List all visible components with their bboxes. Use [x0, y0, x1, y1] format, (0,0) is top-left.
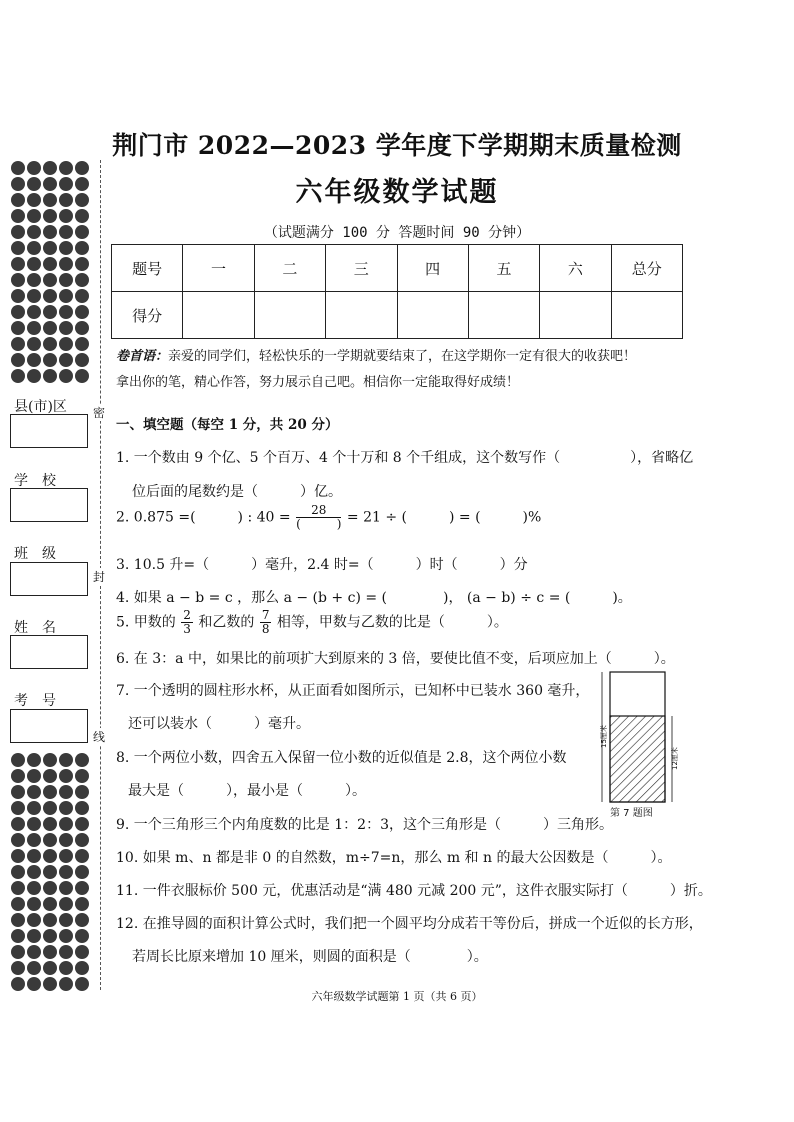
decorative-dot [11, 305, 25, 319]
fraction-denominator: 3 [183, 622, 191, 636]
question-7-line-1: 7. 一个透明的圆柱形水杯，从正面看如图所示，已知杯中已装水 360 毫升， [116, 683, 590, 699]
preface-lead: 卷首语： [116, 349, 169, 364]
exam-subtitle: 六年级数学试题 [295, 177, 499, 208]
decorative-dot [75, 209, 89, 223]
field-label-school: 学 校 [14, 473, 56, 489]
figure-caption: 第 7 题图 [610, 808, 653, 819]
section-heading: 一、填空题（每空 1 分，共 20 分） [116, 417, 339, 433]
decorative-dot [43, 785, 57, 799]
decorative-dot [59, 369, 73, 383]
row-header-score: 得分 [112, 292, 183, 339]
decorative-dot [11, 929, 25, 943]
decorative-dot [11, 257, 25, 271]
decorative-dot [75, 945, 89, 959]
decorative-dot [59, 753, 73, 767]
decorative-dot [27, 801, 41, 815]
seal-char-feng: 封 [93, 570, 106, 584]
question-10: 10. 如果 m、n 都是非 0 的自然数，m÷7=n，那么 m 和 n 的最大公因数是（ ）。 [116, 850, 672, 866]
cup-figure [598, 670, 680, 820]
table-row [112, 292, 683, 339]
row-header-question-number: 题号 [112, 245, 183, 292]
question-5-middle: 和乙数的 [198, 614, 255, 631]
question-8-line-2: 最大是（ ），最小是（ ）。 [128, 783, 366, 799]
decorative-dot [27, 353, 41, 367]
decorative-dot [11, 865, 25, 879]
decorative-dot [43, 769, 57, 783]
exam-info: （试题满分 100 分 答题时间 90 分钟） [263, 225, 531, 241]
decorative-dot [59, 273, 73, 287]
decorative-dot [75, 817, 89, 831]
decorative-dot [59, 801, 73, 815]
column-header: 总分 [611, 245, 682, 292]
decorative-dot [43, 273, 57, 287]
decorative-dots-bottom [10, 752, 90, 992]
decorative-dot [43, 753, 57, 767]
decorative-dot [27, 849, 41, 863]
question-4: 4. 如果 a − b = c ，那么 a − (b + c) = ( )， (a − b) ÷ c = ( )。 [116, 590, 632, 606]
question-2-start: 2. 0.875 =( ) : 40 = [116, 509, 291, 526]
decorative-dot [43, 209, 57, 223]
county-field[interactable] [10, 414, 88, 448]
decorative-dot [75, 913, 89, 927]
decorative-dot [27, 305, 41, 319]
score-cell[interactable] [540, 292, 611, 339]
score-cell[interactable] [397, 292, 468, 339]
column-header: 四 [397, 245, 468, 292]
decorative-dot [75, 305, 89, 319]
decorative-dot [75, 369, 89, 383]
field-label-class: 班 级 [14, 546, 56, 562]
table-row [112, 245, 683, 292]
decorative-dot [59, 337, 73, 351]
decorative-dot [11, 289, 25, 303]
decorative-dot [11, 241, 25, 255]
fraction [296, 504, 341, 531]
decorative-dot [59, 817, 73, 831]
page-footer: 六年级数学试题第 1 页（共 6 页） [311, 990, 483, 1003]
decorative-dot [43, 913, 57, 927]
decorative-dot [27, 929, 41, 943]
score-cell[interactable] [326, 292, 397, 339]
decorative-dot [75, 865, 89, 879]
fraction [181, 609, 193, 636]
question-2 [116, 504, 541, 531]
decorative-dot [27, 289, 41, 303]
decorative-dot [27, 833, 41, 847]
decorative-dot [59, 865, 73, 879]
fraction-numerator: 7 [261, 608, 270, 622]
decorative-dot [75, 257, 89, 271]
preface [116, 344, 686, 396]
decorative-dot [11, 849, 25, 863]
question-7-line-2: 还可以装水（ ）毫升。 [128, 716, 310, 732]
decorative-dot [59, 881, 73, 895]
question-1-line-1: 1. 一个数由 9 个亿、5 个百万、4 个十万和 8 个千组成，这个数写作（ ），省略亿 [116, 450, 694, 466]
decorative-dot [27, 257, 41, 271]
inner-dimension-label: 12厘米 [671, 747, 679, 770]
decorative-dot [59, 257, 73, 271]
decorative-dot [43, 369, 57, 383]
decorative-dot [43, 305, 57, 319]
decorative-dot [11, 945, 25, 959]
decorative-dot [27, 785, 41, 799]
decorative-dot [43, 241, 57, 255]
decorative-dot [11, 321, 25, 335]
decorative-dot [75, 241, 89, 255]
decorative-dot [43, 945, 57, 959]
fraction-numerator: 28 [296, 504, 341, 518]
column-header: 五 [468, 245, 539, 292]
field-label-exam-number: 考 号 [14, 693, 56, 709]
fraction-denominator: ( ) [296, 517, 342, 531]
decorative-dot [43, 881, 57, 895]
class-field[interactable] [10, 562, 88, 596]
decorative-dot [11, 897, 25, 911]
question-8-line-1: 8. 一个两位小数，四舍五入保留一位小数的近似值是 2.8，这个两位小数 [116, 750, 567, 766]
fraction [260, 609, 272, 636]
decorative-dot [43, 833, 57, 847]
score-table [111, 244, 683, 339]
question-11: 11. 一件衣服标价 500 元，优惠活动是“满 480 元减 200 元”，这件衣服实际打（ ）折。 [116, 883, 712, 899]
question-12-line-1: 12. 在推导圆的面积计算公式时，我们把一个圆平均分成若干等份后，拼成一个近似的长方形， [116, 916, 703, 932]
decorative-dot [27, 961, 41, 975]
decorative-dot [43, 865, 57, 879]
decorative-dot [11, 961, 25, 975]
decorative-dot [27, 769, 41, 783]
decorative-dot [59, 785, 73, 799]
decorative-dot [43, 897, 57, 911]
decorative-dot [59, 321, 73, 335]
decorative-dot [27, 913, 41, 927]
decorative-dot [27, 817, 41, 831]
decorative-dot [75, 785, 89, 799]
decorative-dot [75, 337, 89, 351]
column-header: 一 [183, 245, 254, 292]
decorative-dot [43, 289, 57, 303]
exam-title: 荆门市 2022—2023 学年度下学期期末质量检测 [112, 131, 682, 160]
decorative-dot [43, 257, 57, 271]
decorative-dot [11, 209, 25, 223]
exam-number-field[interactable] [10, 709, 88, 743]
question-5 [116, 609, 508, 636]
decorative-dot [75, 849, 89, 863]
decorative-dot [27, 865, 41, 879]
seal-char-xian: 线 [93, 730, 106, 744]
decorative-dot [75, 289, 89, 303]
decorative-dot [59, 897, 73, 911]
water-fill [610, 716, 665, 802]
decorative-dot [75, 769, 89, 783]
cup-diagram [598, 670, 680, 820]
decorative-dot [59, 929, 73, 943]
decorative-dot [75, 833, 89, 847]
decorative-dot [27, 273, 41, 287]
decorative-dot [59, 849, 73, 863]
decorative-dot [43, 961, 57, 975]
question-6: 6. 在 3：a 中，如果比的前项扩大到原来的 3 倍，要使比值不变，后项应加上（ ）。 [116, 651, 675, 667]
score-cell[interactable] [468, 292, 539, 339]
decorative-dot [11, 817, 25, 831]
decorative-dot [59, 961, 73, 975]
decorative-dot [11, 369, 25, 383]
decorative-dot [27, 753, 41, 767]
decorative-dot [11, 753, 25, 767]
decorative-dot [27, 337, 41, 351]
decorative-dot [43, 801, 57, 815]
seal-char-mi: 密 [93, 406, 106, 420]
decorative-dot [43, 353, 57, 367]
outer-dimension-label: 15厘米 [600, 725, 608, 748]
decorative-dot [75, 801, 89, 815]
decorative-dot [43, 817, 57, 831]
decorative-dot [43, 929, 57, 943]
decorative-dot [75, 353, 89, 367]
decorative-dot [75, 273, 89, 287]
decorative-dot [11, 353, 25, 367]
decorative-dot [59, 769, 73, 783]
decorative-dot [27, 241, 41, 255]
decorative-dot [75, 753, 89, 767]
decorative-dot [59, 289, 73, 303]
decorative-dot [43, 849, 57, 863]
decorative-dot [59, 241, 73, 255]
decorative-dot [11, 785, 25, 799]
column-header: 三 [326, 245, 397, 292]
fraction-denominator: 8 [261, 622, 270, 636]
decorative-dot [59, 945, 73, 959]
question-12-line-2: 若周长比原来增加 10 厘米，则圆的面积是（ ）。 [132, 949, 488, 965]
decorative-dot [75, 897, 89, 911]
score-cell[interactable] [183, 292, 254, 339]
decorative-dot [27, 321, 41, 335]
decorative-dot [75, 881, 89, 895]
preface-line-1: 亲爱的同学们，轻松快乐的一学期就要结束了，在这学期你一定有很大的收获吧！ [168, 349, 637, 364]
decorative-dot [11, 769, 25, 783]
question-5-start: 5. 甲数的 [116, 614, 176, 631]
field-label-name: 姓 名 [14, 620, 56, 636]
question-1-line-2: 位后面的尾数约是（ ）亿。 [132, 484, 342, 500]
question-2-end: = 21 ÷ ( ) = ( )% [346, 509, 542, 526]
question-5-end: 相等，甲数与乙数的比是（ ）。 [276, 614, 508, 631]
decorative-dot [43, 321, 57, 335]
decorative-dot [11, 881, 25, 895]
column-header: 二 [254, 245, 325, 292]
decorative-dot [75, 929, 89, 943]
decorative-dot [27, 897, 41, 911]
decorative-dot [27, 209, 41, 223]
decorative-dot [59, 305, 73, 319]
decorative-dot [59, 913, 73, 927]
school-field[interactable] [10, 488, 88, 522]
decorative-dot [75, 321, 89, 335]
decorative-dot [27, 881, 41, 895]
decorative-dot [11, 833, 25, 847]
decorative-dot [59, 353, 73, 367]
decorative-dot [59, 833, 73, 847]
decorative-dot [27, 945, 41, 959]
name-field[interactable] [10, 635, 88, 669]
score-cell[interactable] [611, 292, 682, 339]
question-9: 9. 一个三角形三个内角度数的比是 1：2：3，这个三角形是（ ）三角形。 [116, 817, 613, 833]
decorative-dot [27, 369, 41, 383]
decorative-dot [75, 961, 89, 975]
score-cell[interactable] [254, 292, 325, 339]
field-label-county: 县(市)区 [14, 399, 67, 415]
decorative-dot [11, 913, 25, 927]
decorative-dot [43, 337, 57, 351]
question-3: 3. 10.5 升=（ ）毫升，2.4 时=（ ）时（ ）分 [116, 557, 528, 573]
decorative-dot [59, 209, 73, 223]
decorative-dot [11, 273, 25, 287]
preface-line-2: 拿出你的笔，精心作答，努力展示自己吧。相信你一定能取得好成绩！ [116, 375, 520, 390]
column-header: 六 [540, 245, 611, 292]
decorative-dot [11, 337, 25, 351]
fraction-numerator: 2 [183, 608, 191, 622]
decorative-dot [11, 801, 25, 815]
